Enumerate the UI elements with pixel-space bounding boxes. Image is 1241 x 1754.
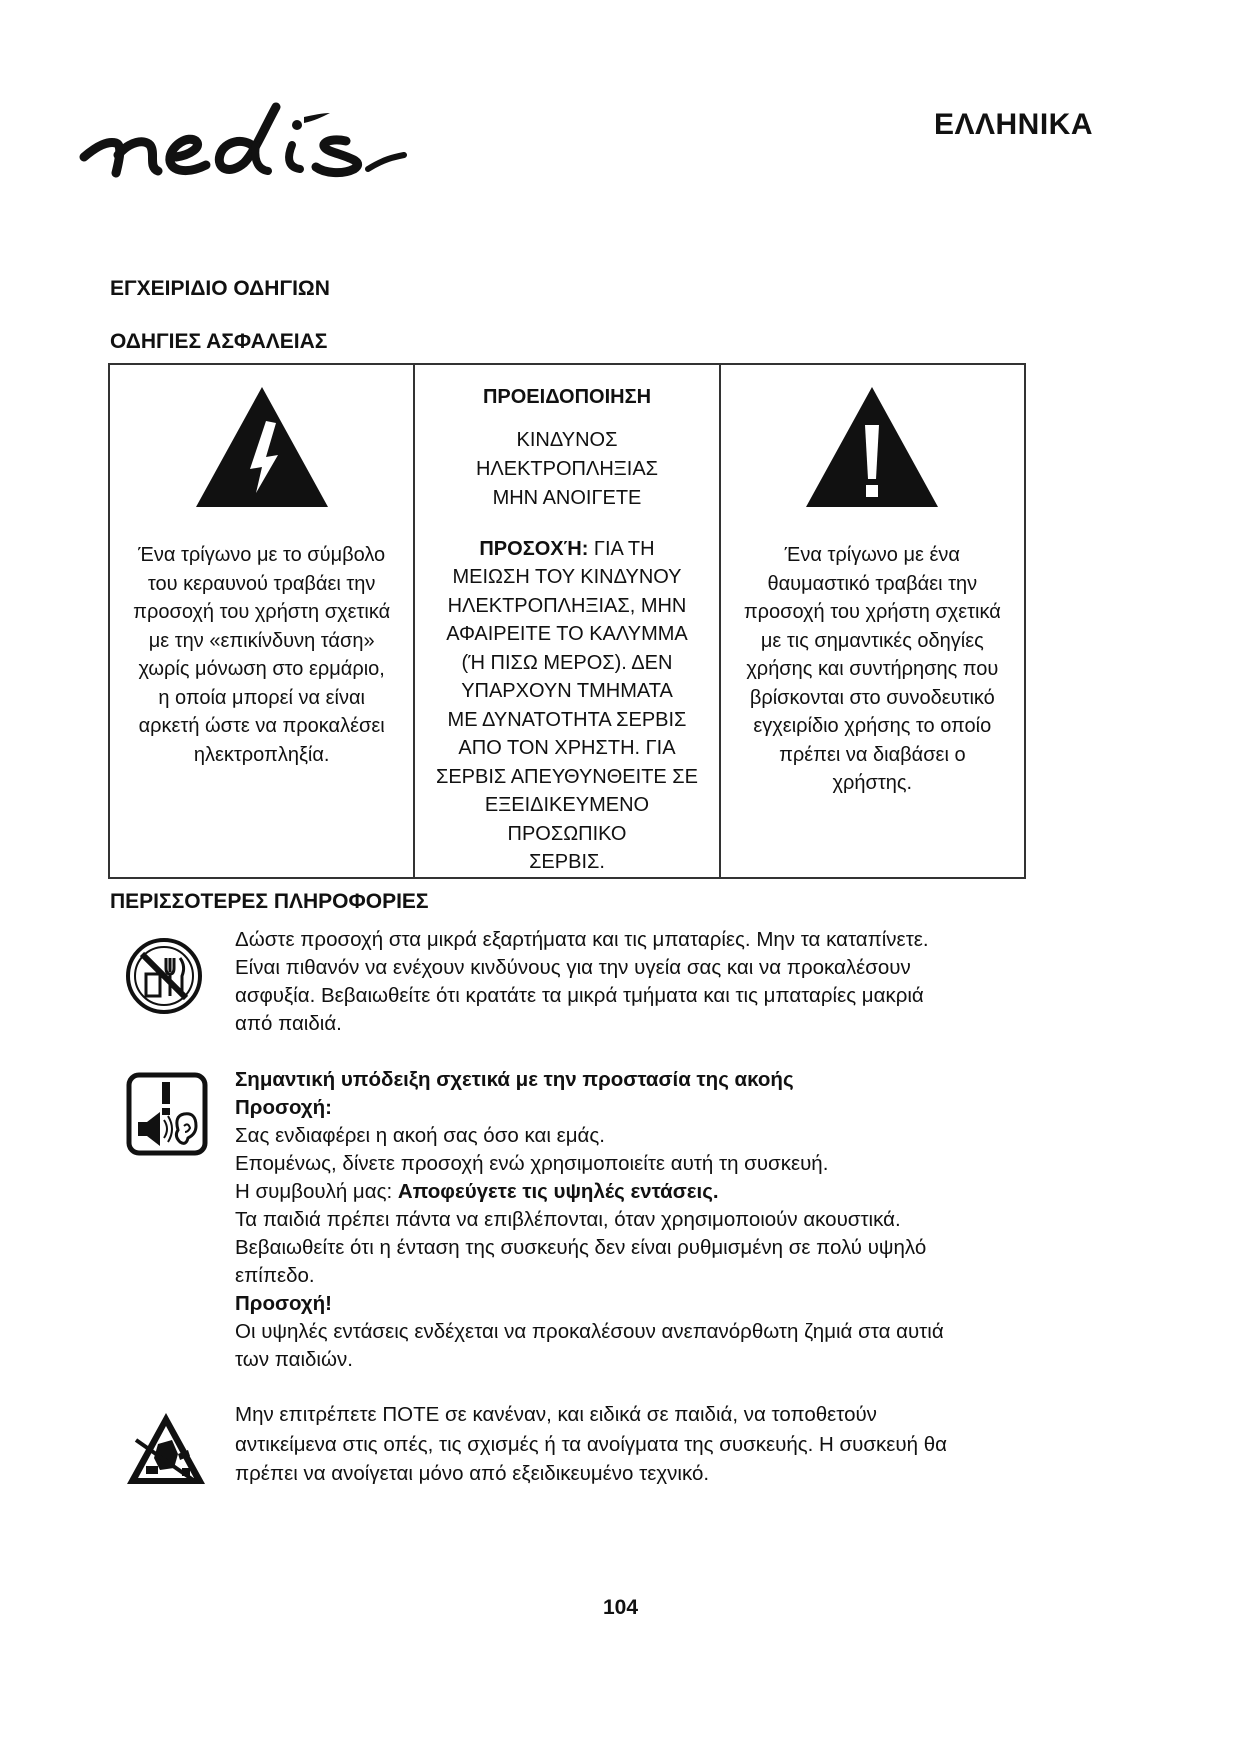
text-line: ΣΕΡΒΙΣ. <box>529 851 605 873</box>
attention-label: Προσοχή! <box>235 1292 332 1315</box>
no-objects-text <box>235 1400 1035 1489</box>
no-small-parts-icon <box>124 936 204 1016</box>
text-line: Επομένως, δίνετε προσοχή ενώ χρησιμοποιείτε αυτή τη συσκευή. <box>235 1152 829 1175</box>
text-line: Ένα τρίγωνο με ένα <box>784 544 960 566</box>
text-line: Οι υψηλές εντάσεις ενδέχεται να προκαλέσουν ανεπανόρθωτη ζημιά στα αυτιά <box>235 1320 944 1343</box>
text-line: χρήστης. <box>832 772 913 794</box>
text-line: επίπεδο. <box>235 1264 315 1287</box>
text-line: θαυμαστικό τραβάει την <box>767 572 978 595</box>
attention-label: Προσοχή: <box>235 1096 332 1119</box>
text-line: (Ή ΠΙΣΩ ΜΕΡΟΣ). ΔΕΝ <box>461 651 673 674</box>
text-line: ΜΕ ΔΥΝΑΤΟΤΗΤΑ ΣΕΡΒΙΣ <box>447 708 687 731</box>
text-line: Ένα τρίγωνο με το σύμβολο <box>138 544 386 566</box>
advice-prefix: Η συμβουλή μας: <box>235 1180 398 1203</box>
text-line: από παιδιά. <box>235 1012 342 1035</box>
text-line: ΥΠΑΡΧΟΥΝ ΤΜΗΜΑΤΑ <box>461 680 673 702</box>
text-line: ΜΕΙΩΣΗ ΤΟΥ ΚΙΝΔΥΝΟΥ <box>452 566 682 588</box>
text-line: Μην επιτρέπετε ΠΟΤΕ σε κανέναν, και ειδικά σε παιδιά, να τοποθετούν <box>235 1403 877 1426</box>
text-line: ΗΛΕΚΤΡΟΠΛΗΞΙΑΣ, ΜΗΝ <box>447 594 687 617</box>
text-line: Είναι πιθανόν να ενέχουν κινδύνους για την υγεία σας και να προκαλέσουν <box>235 956 911 979</box>
text-line: ΑΦΑΙΡΕΙΤΕ ΤΟ ΚΑΛΥΜΜΑ <box>446 623 688 645</box>
text-line: ΚΙΝΔΥΝΟΣ <box>516 428 618 451</box>
text-line: Δώστε προσοχή στα μικρά εξαρτήματα και τις μπαταρίες. Μην τα καταπίνετε. <box>235 928 929 951</box>
text-line: εγχειρίδιο χρήσης το οποίο <box>753 715 992 737</box>
safety-heading: ΟΔΗΓΙΕΣ ΑΣΦΑΛΕΙΑΣ <box>110 330 328 353</box>
nedis-logo <box>78 95 458 205</box>
text-line: αντικείμενα στις οπές, τις σχισμές ή τα ανοίγματα της συσκευής. Η συσκευή θα <box>235 1432 947 1456</box>
page-number: 104 <box>602 1596 639 1619</box>
text-line: πρέπει να διαβάσει ο <box>779 743 966 766</box>
more-info-heading: ΠΕΡΙΣΣΟΤΕΡΕΣ ΠΛΗΡΟΦΟΡΙΕΣ <box>110 890 429 913</box>
text-line: του κεραυνού τραβάει την <box>147 572 376 595</box>
text-line <box>423 535 710 564</box>
text-line: ΗΛΕΚΤΡΟΠΛΗΞΙΑΣ <box>475 457 659 480</box>
exclamation-warning-icon <box>802 383 942 511</box>
no-insert-objects-icon <box>124 1410 208 1488</box>
caution-label: ΠΡΟΣΟΧΉ: <box>479 537 589 560</box>
text-line: χρήσης και συντήρησης που <box>746 658 999 680</box>
text-line: προσοχή του χρήστη σχετικά <box>743 601 1001 623</box>
text-line: Βεβαιωθείτε ότι η ένταση της συσκευής δεν είναι ρυθμισμένη σε πολύ υψηλό <box>235 1236 927 1259</box>
hearing-title: Σημαντική υπόδειξη σχετικά με την προστασία της ακοής <box>235 1068 794 1091</box>
safety-table <box>108 363 1026 879</box>
caution-text <box>423 535 710 877</box>
warning-title: ΠΡΟΕΙΔΟΠΟΙΗΣΗ <box>482 386 652 408</box>
text-span: ΓΙΑ ΤΗ <box>588 537 655 560</box>
safety-left-text <box>118 541 405 769</box>
safety-cell-right <box>720 364 1025 878</box>
small-parts-text <box>235 926 1035 1038</box>
text-line: Τα παιδιά πρέπει πάντα να επιβλέπονται, όταν χρησιμοποιούν ακουστικά. <box>235 1208 901 1231</box>
manual-heading: ΕΓΧΕΙΡΙΔΙΟ ΟΔΗΓΙΩΝ <box>110 277 330 300</box>
text-line: ΕΞΕΙΔΙΚΕΥΜΕΝΟ ΠΡΟΣΩΠΙΚΟ <box>484 794 650 845</box>
text-line: Σας ενδιαφέρει η ακοή σας όσο και εμάς. <box>235 1124 605 1147</box>
safety-cell-left <box>109 364 414 878</box>
text-line: πρέπει να ανοίγεται μόνο από εξειδικευμένο τεχνικό. <box>235 1462 710 1485</box>
advice-line <box>235 1178 1035 1206</box>
text-line: προσοχή του χρήστη σχετικά <box>133 601 391 623</box>
text-line: ηλεκτροπληξία. <box>193 743 330 766</box>
hearing-protection-icon <box>126 1072 208 1156</box>
text-line: ΣΕΡΒΙΣ ΑΠΕΥΘΥΝΘΕΙΤΕ ΣΕ <box>435 765 699 788</box>
text-line: ΑΠΟ ΤΟΝ ΧΡΗΣΤΗ. ΓΙΑ <box>458 737 676 759</box>
text-line: με την «επικίνδυνη τάση» <box>148 629 375 652</box>
advice-bold: Αποφεύγετε τις υψηλές εντάσεις. <box>397 1180 719 1203</box>
text-line: αρκετή ώστε να προκαλέσει <box>138 715 385 737</box>
text-line: χωρίς μόνωση στο ερμάριο, <box>138 658 385 680</box>
text-line: ασφυξία. Βεβαιωθείτε ότι κρατάτε τα μικρά τμήματα και τις μπαταρίες μακριά <box>235 984 924 1007</box>
safety-right-text <box>729 541 1016 798</box>
text-line: ΜΗΝ ΑΝΟΙΓΕΤΕ <box>492 486 642 509</box>
lightning-warning-icon <box>192 383 332 511</box>
text-line: με τις σημαντικές οδηγίες <box>760 629 984 652</box>
warning-subtitle <box>423 426 710 513</box>
text-line: βρίσκονται στο συνοδευτικό <box>749 686 995 709</box>
language-label: ΕΛΛΗΝΙΚΑ <box>933 108 1093 141</box>
hearing-text <box>235 1066 1035 1374</box>
text-line: των παιδιών. <box>235 1348 353 1371</box>
text-line: η οποία μπορεί να είναι <box>158 686 365 709</box>
safety-cell-middle <box>414 364 719 878</box>
